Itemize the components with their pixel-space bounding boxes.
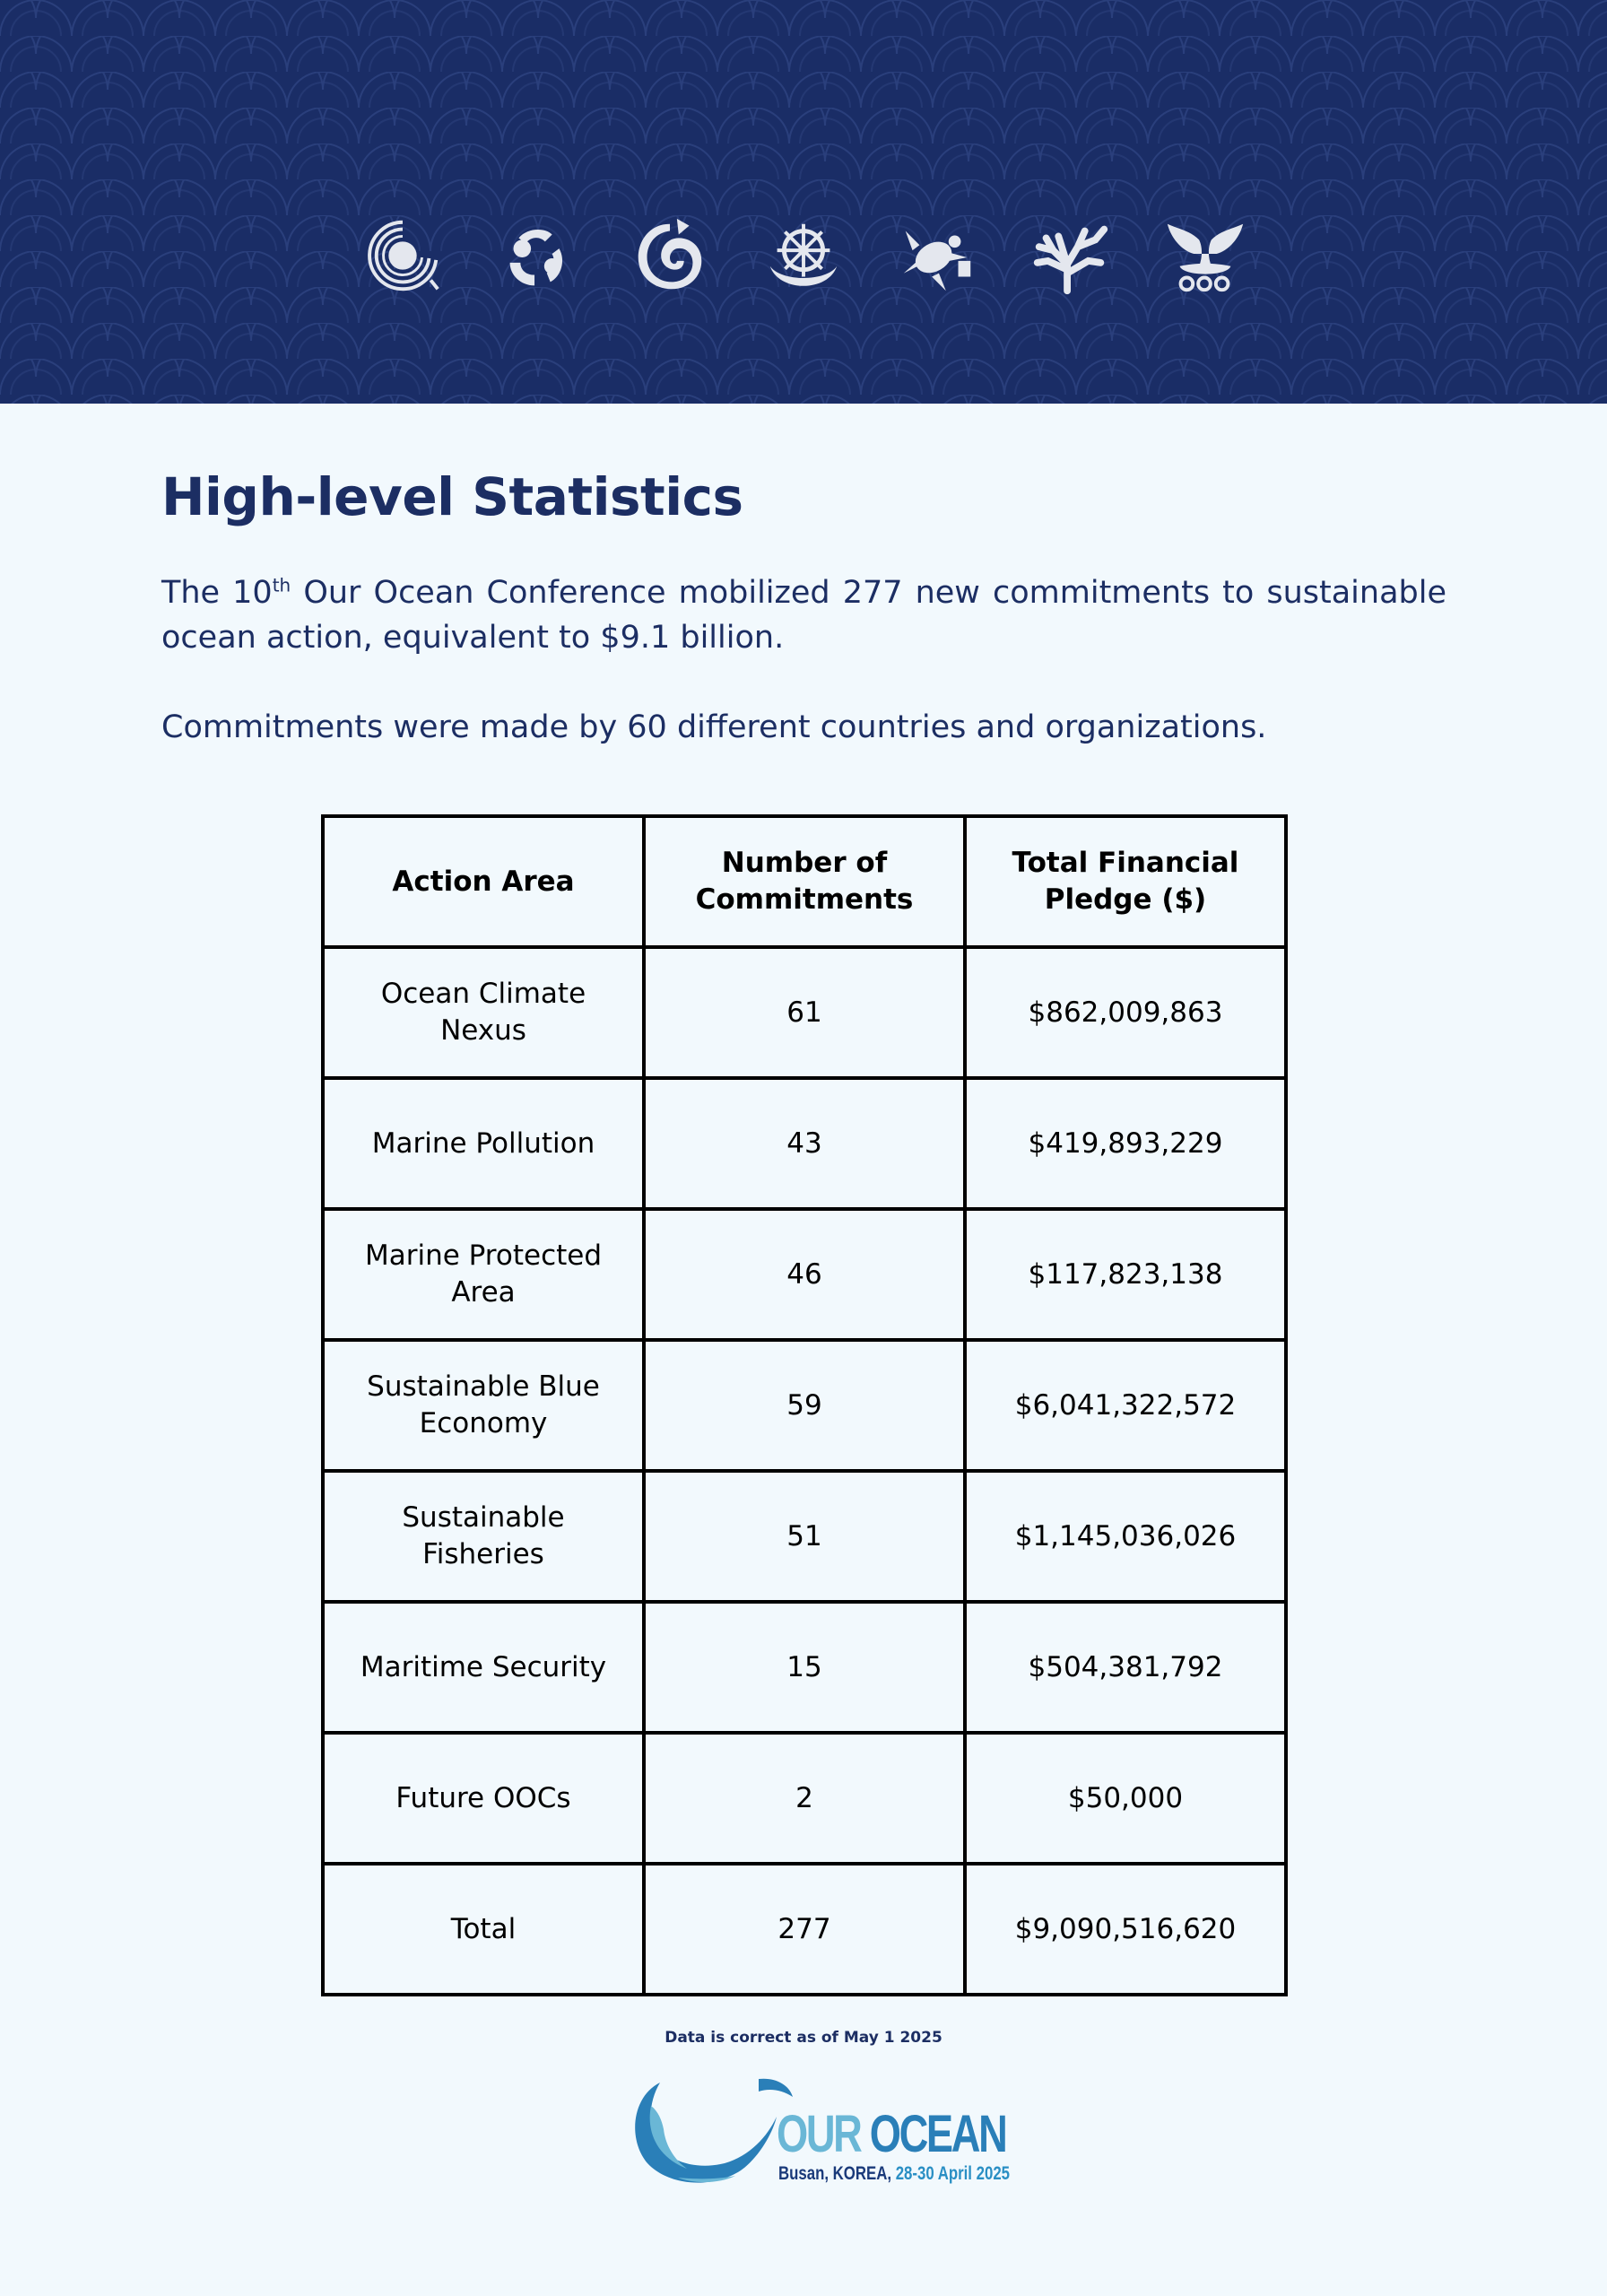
pledge-cell: $6,041,322,572 (965, 1340, 1286, 1471)
commitments-cell: 43 (644, 1078, 965, 1209)
action-area-cell: Maritime Security (323, 1602, 644, 1733)
our-ocean-logo (624, 2070, 1011, 2196)
logo-word-ocean: OCEAN (869, 2105, 1006, 2163)
action-area-cell: Ocean Climate Nexus (323, 947, 644, 1078)
logo-dates: 28-30 April 2025 (891, 2163, 1011, 2184)
table-row (323, 947, 1286, 1078)
table-row (323, 1733, 1286, 1864)
commitments-cell: 2 (644, 1733, 965, 1864)
data-date-footnote: Data is correct as of May 1 2025 (665, 2029, 942, 2047)
recycle-fish-icon (492, 212, 580, 300)
page-title: High-level Statistics (161, 466, 743, 527)
commitments-cell: 15 (644, 1602, 965, 1733)
whale-tail-icon (1160, 212, 1248, 300)
pledge-cell: $117,823,138 (965, 1209, 1286, 1340)
pledge-cell: $862,009,863 (965, 947, 1286, 1078)
commitments-cell: 46 (644, 1209, 965, 1340)
pledge-cell: $504,381,792 (965, 1602, 1286, 1733)
header-number-of-commitments: Number of Commitments (644, 816, 965, 947)
commitments-cell: 51 (644, 1471, 965, 1602)
commitments-cell: 61 (644, 947, 965, 1078)
ordinal-suffix: th (272, 574, 291, 596)
ship-wheel-icon (760, 212, 847, 300)
logo-location: Busan, KOREA, (778, 2163, 892, 2184)
intro-paragraph (161, 570, 1446, 660)
total-label-cell: Total (323, 1864, 644, 1995)
action-area-cell: Marine Protected Area (323, 1209, 644, 1340)
action-area-cell: Marine Pollution (323, 1078, 644, 1209)
table-row (323, 1340, 1286, 1471)
statistics-table (321, 814, 1288, 1996)
table-row (323, 1078, 1286, 1209)
action-area-cell: Future OOCs (323, 1733, 644, 1864)
logo-event-details (778, 2163, 1010, 2185)
total-commitments-cell: 277 (644, 1864, 965, 1995)
logo-wordmark (777, 2105, 1006, 2163)
pledge-cell: $50,000 (965, 1733, 1286, 1864)
coral-icon (1027, 212, 1115, 300)
table-row (323, 1209, 1286, 1340)
action-area-cell: Sustainable Fisheries (323, 1471, 644, 1602)
intro-text-end: Our Ocean Conference mobilized 277 new commitments to sustainable ocean action, equivalent to $9.1 billion. (161, 575, 1446, 656)
table-header-row (323, 816, 1286, 947)
table-row (323, 1602, 1286, 1733)
sea-turtle-icon (893, 212, 981, 300)
theme-icons-row (359, 206, 1248, 305)
wave-swirl-icon (626, 212, 714, 300)
total-pledge-cell: $9,090,516,620 (965, 1864, 1286, 1995)
commitments-paragraph: Commitments were made by 60 different countries and organizations. (161, 709, 1267, 745)
header-banner (0, 0, 1607, 404)
commitments-cell: 59 (644, 1340, 965, 1471)
intro-text-start: The 10 (161, 575, 273, 611)
header-action-area: Action Area (323, 816, 644, 947)
header-total-financial-pledge: Total Financial Pledge ($) (965, 816, 1286, 947)
table-total-row (323, 1864, 1286, 1995)
action-area-cell: Sustainable Blue Economy (323, 1340, 644, 1471)
pledge-cell: $1,145,036,026 (965, 1471, 1286, 1602)
spiral-rings-icon (359, 212, 447, 300)
logo-word-our: OUR (777, 2105, 861, 2163)
main-content (161, 466, 1446, 795)
pledge-cell: $419,893,229 (965, 1078, 1286, 1209)
scale-pattern-background (0, 0, 1607, 404)
table-row (323, 1471, 1286, 1602)
